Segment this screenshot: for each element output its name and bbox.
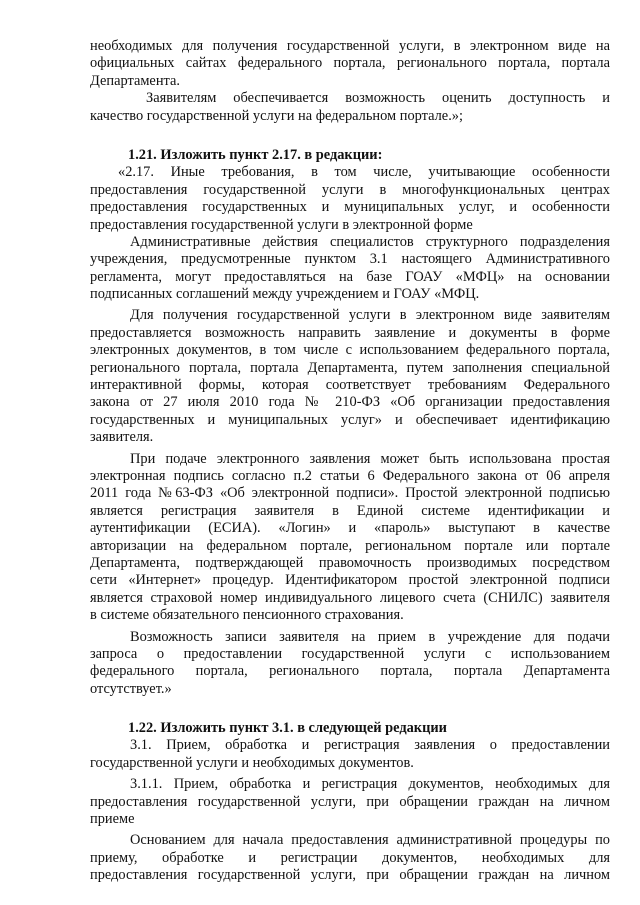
text-line: «2.17. Иные требования, в том числе, учитывающие особенности <box>118 164 610 181</box>
text-line: является регистрация заявителя в Единой системе идентификации и <box>90 502 610 519</box>
paragraph-basis <box>90 832 610 884</box>
section-heading-1-22: 1.22. Изложить пункт 3.1. в следующей редакции <box>128 720 447 737</box>
text-line: запроса о предоставлении государственной услуги с использованием <box>90 645 610 662</box>
text-line: необходимых для получения государственной услуги, в электронном виде на <box>90 38 610 54</box>
text-line: сети «Интернет» процедур. Идентификатором простой электронной подписи <box>90 572 610 589</box>
text-line: в системе обязательного пенсионного страхования. <box>90 607 404 624</box>
text-line: аутентификации (ЕСИА). «Логин» и «пароль» выступают в качестве <box>90 520 610 537</box>
text-line: авторизации на федеральном портале, региональном портале или портале <box>90 537 610 554</box>
text-line: Департамента. <box>90 72 180 89</box>
text-line: Административные действия специалистов структурного подразделения <box>130 233 610 250</box>
text-line: 3.1. Прием, обработка и регистрация заявления о предоставлении <box>130 737 610 754</box>
text-line: является страховой номер индивидуального лицевого счета (СНИЛС) заявителя <box>90 589 610 606</box>
text-line: Для получения государственной услуги в электронном виде заявителям <box>130 307 610 324</box>
text-line: закона от 27 июля 2010 года № 210-ФЗ «Об организации предоставления <box>90 394 610 411</box>
text-line: учреждения, предусмотренные пунктом 3.1 настоящего Административного <box>90 251 610 268</box>
text-line: приему, обработке и регистрации документов, необходимых для <box>90 849 610 866</box>
text-line: Возможность записи заявителя на прием в учреждение для подачи <box>130 628 610 645</box>
text-line: предоставления государственной услуги в многофункциональных центрах <box>90 181 610 198</box>
section-heading-1-21: 1.21. Изложить пункт 2.17. в редакции: <box>128 146 383 163</box>
paragraph-appointment <box>90 629 610 699</box>
text-line: 3.1.1. Прием, обработка и регистрация документов, необходимых для <box>130 776 610 793</box>
paragraph-3-1 <box>90 737 610 772</box>
text-line: регионального портала, портала Департамента, путем заполнения специальной <box>90 359 610 376</box>
text-line: государственной услуги и необходимых документов. <box>90 754 414 771</box>
text-line: федерального портала, регионального портала, портала Департамента <box>90 663 610 680</box>
text-line: предоставления государственной услуги, при обращении граждан на личном <box>90 793 610 810</box>
text-line: Департамента, подтверждающей правомочность производимых посредством <box>90 554 610 571</box>
paragraph-2-17 <box>90 164 610 234</box>
text-line: предоставления государственной услуги в электронной форме <box>90 216 473 233</box>
text-line: Заявителям обеспечивается возможность оценить доступность и <box>146 90 610 107</box>
text-line: предоставления государственных и муниципальных услуг, и особенности <box>90 199 610 216</box>
text-line: Основанием для начала предоставления административной процедуры по <box>130 832 610 849</box>
text-line: отсутствует.» <box>90 680 172 697</box>
paragraph-electronic <box>90 307 610 446</box>
text-line: предоставления государственной услуги, при обращении граждан на личном <box>90 867 610 884</box>
text-line: государственных и муниципальных услуг» и обеспечивает идентификацию <box>90 411 610 428</box>
paragraph-signature <box>90 451 610 625</box>
text-line: подписанных соглашений между учреждением и ГОАУ «МФЦ. <box>90 286 480 303</box>
text-line: При подаче электронного заявления может быть использована простая <box>130 450 610 467</box>
text-line: качество государственной услуги на федеральном портале.»; <box>90 107 463 124</box>
paragraph-3-1-1 <box>90 776 610 828</box>
document-page <box>90 38 610 885</box>
text-line: официальных сайтах федерального портала, регионального портала, портала <box>90 55 610 72</box>
text-line: 2011 года №63-ФЗ «Об электронной подписи». Простой электронной подписью <box>90 485 610 502</box>
paragraph-intro <box>90 38 610 90</box>
text-line: заявителя. <box>90 429 154 446</box>
text-line: регламента, могут предоставляться на базе ГОАУ «МФЦ» на основании <box>90 268 610 285</box>
paragraph-assessment <box>90 90 610 125</box>
text-line: приеме <box>90 811 135 828</box>
paragraph-mfc <box>90 234 610 304</box>
text-line: предоставляется возможность направить заявление и документы в форме <box>90 324 610 341</box>
text-line: электронная подпись согласно п.2 статьи 6 Федерального закона от 06 апреля <box>90 467 610 484</box>
text-line: электронных документов, в том числе с использованием федерального портала, <box>90 342 610 359</box>
text-line: интерактивной формы, которая соответствует требованиям Федерального <box>90 377 610 394</box>
